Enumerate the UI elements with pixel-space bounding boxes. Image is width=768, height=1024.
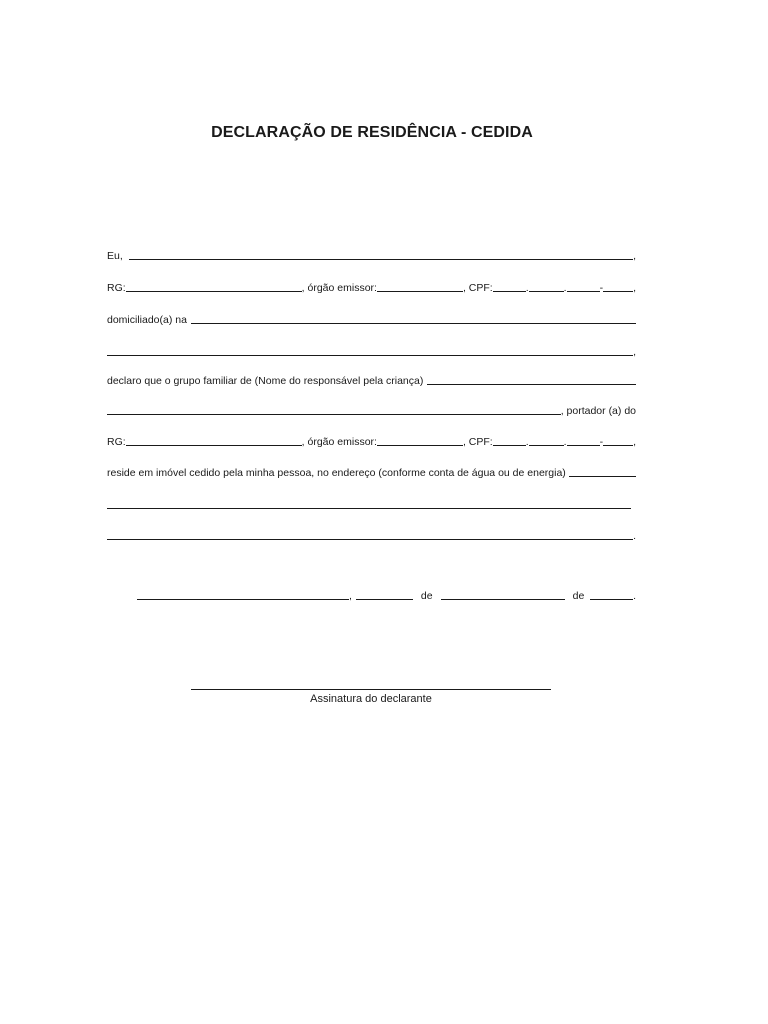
cpf2-dot-2: . (563, 436, 567, 448)
cpf-dot-1: . (525, 282, 529, 294)
declaro-text: declaro que o grupo familiar de (Nome do responsável pela criança) (107, 375, 424, 387)
rg-field[interactable] (126, 291, 302, 292)
address-field-2[interactable] (107, 508, 631, 509)
date-line (137, 586, 636, 602)
year-field[interactable] (590, 599, 633, 600)
cpf-dash: - (599, 282, 604, 294)
rg-label-2: RG: (107, 436, 126, 448)
residence-line (107, 463, 636, 479)
domicile-line (107, 310, 636, 326)
cpf-dot-2: . (563, 282, 567, 294)
name-line (107, 246, 636, 262)
orgao-label-2: , órgão emissor: (301, 436, 377, 448)
city-field[interactable] (137, 599, 349, 600)
cpf-part-1[interactable] (493, 291, 526, 292)
domicile-field-2[interactable] (107, 355, 633, 356)
portador-line (107, 401, 636, 417)
signature-label: Assinatura do declarante (310, 693, 432, 705)
reside-text: reside em imóvel cedido pela minha pessoa, no endereço (conforme conta de água ou de energia) (107, 467, 566, 479)
eu-comma: , (633, 250, 636, 262)
domicile-continuation-line (107, 342, 636, 358)
rg-label: RG: (107, 282, 126, 294)
rg-line-1 (107, 278, 636, 294)
day-field[interactable] (356, 599, 413, 600)
declaration-line (107, 371, 636, 387)
cpf2-comma: , (633, 436, 636, 448)
orgao-field[interactable] (377, 291, 463, 292)
orgao-label: , órgão emissor: (301, 282, 377, 294)
cpf-label: , CPF: (462, 282, 493, 294)
signature-line[interactable] (191, 689, 551, 690)
address-field[interactable] (569, 476, 636, 477)
rg-line-2 (107, 432, 636, 448)
address-period: . (633, 530, 636, 542)
cpf-part-2[interactable] (529, 291, 564, 292)
address-line-3 (107, 526, 636, 542)
responsible-name-field-2[interactable] (107, 414, 561, 415)
cpf-part-3[interactable] (567, 291, 600, 292)
page-title: DECLARAÇÃO DE RESIDÊNCIA - CEDIDA (211, 124, 533, 141)
domiciliado-label: domiciliado(a) na (107, 314, 187, 326)
cpf2-part-2[interactable] (529, 445, 564, 446)
cpf2-part-3[interactable] (567, 445, 600, 446)
cpf2-part-1[interactable] (493, 445, 526, 446)
orgao-field-2[interactable] (377, 445, 463, 446)
month-field[interactable] (441, 599, 565, 600)
date-de-2: de (572, 590, 585, 602)
cpf2-digits[interactable] (603, 445, 633, 446)
cpf-comma: , (633, 282, 636, 294)
date-comma: , (349, 590, 352, 602)
cpf2-dot-1: . (525, 436, 529, 448)
cpf-label-2: , CPF: (462, 436, 493, 448)
date-de-1: de (420, 590, 433, 602)
address-field-3[interactable] (107, 539, 633, 540)
cpf2-dash: - (599, 436, 604, 448)
date-period: . (633, 590, 636, 602)
address-line-2 (107, 495, 631, 511)
eu-label: Eu, (107, 250, 123, 262)
cpf-digits[interactable] (603, 291, 633, 292)
name-field[interactable] (129, 259, 633, 260)
responsible-name-field[interactable] (427, 384, 636, 385)
domicile-comma: , (633, 346, 636, 358)
rg-field-2[interactable] (126, 445, 302, 446)
portador-label: , portador (a) do (560, 405, 636, 417)
domicile-field[interactable] (191, 323, 636, 324)
